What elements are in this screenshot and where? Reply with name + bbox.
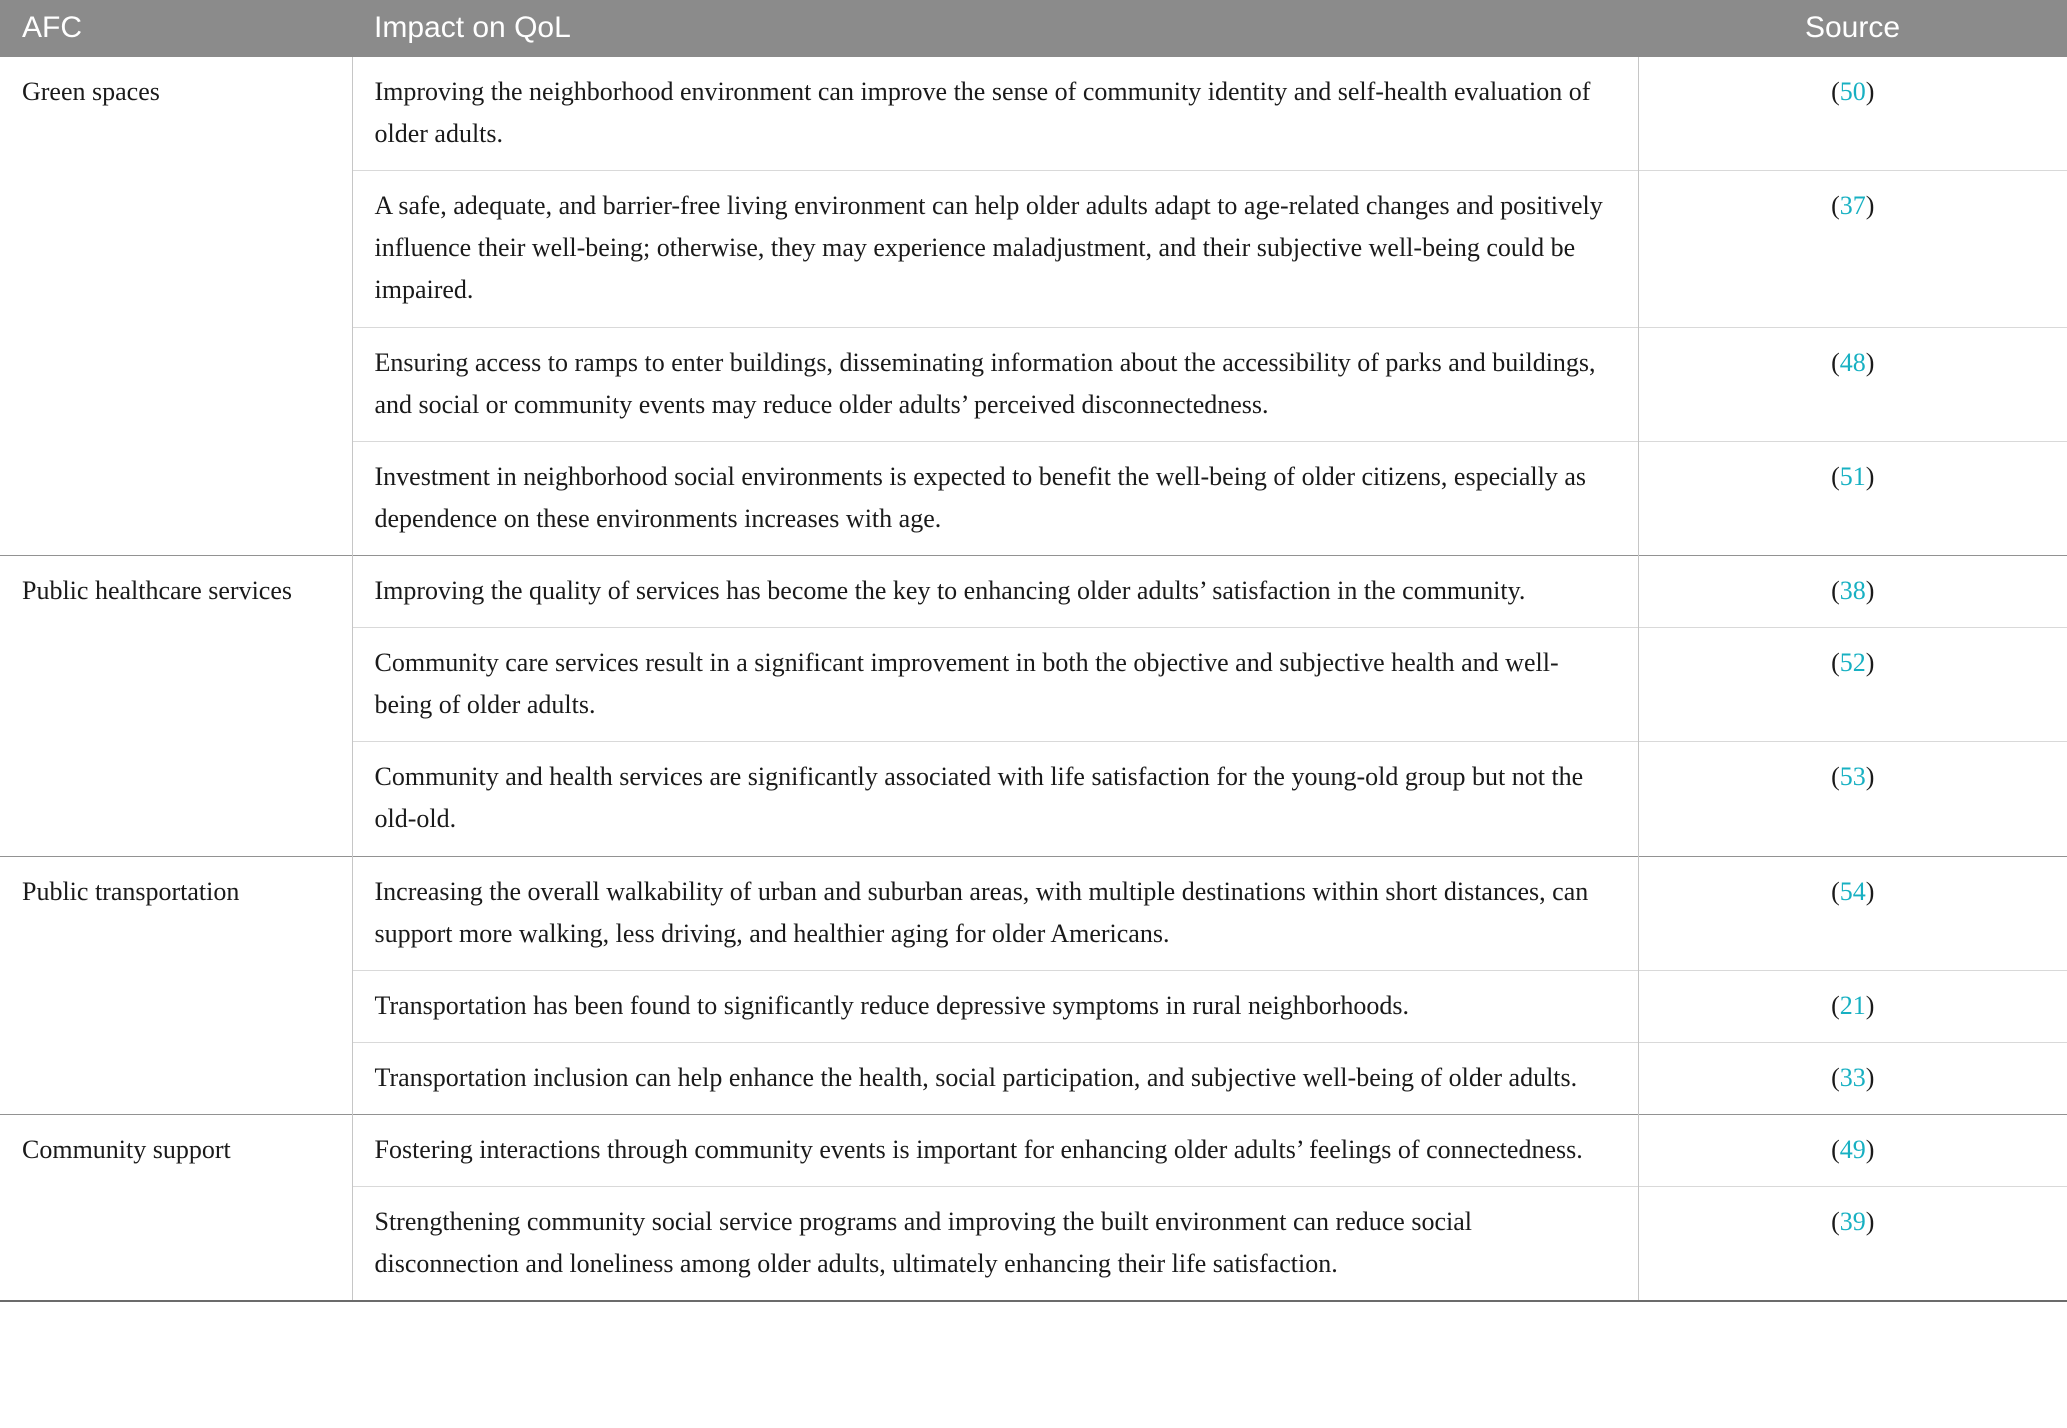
impact-cell: Ensuring access to ramps to enter buildings, disseminating information about the accessibility of parks and buildings, and social or community events may reduce older adults’ perceived disconnectedness. — [352, 327, 1638, 441]
source-cell — [1638, 57, 2067, 171]
impact-cell: Improving the neighborhood environment can improve the sense of community identity and self-health evaluation of older adults. — [352, 57, 1638, 171]
afc-cell: Green spaces — [0, 57, 352, 555]
citation-paren: ) — [1865, 575, 1875, 605]
source-cell — [1638, 171, 2067, 327]
citation-link[interactable]: 38 — [1839, 575, 1866, 605]
citation-paren: ( — [1831, 347, 1840, 377]
impact-cell: Investment in neighborhood social environments is expected to benefit the well-being of older citizens, especially as dependence on these environments increases with age. — [352, 441, 1638, 555]
source-cell — [1638, 856, 2067, 970]
citation-paren: ( — [1831, 762, 1840, 792]
impact-cell: Transportation inclusion can help enhance the health, social participation, and subjective well-being of older adults. — [352, 1042, 1638, 1114]
citation-paren: ) — [1865, 1062, 1875, 1092]
citation-link[interactable]: 37 — [1839, 191, 1866, 221]
impact-cell: Community and health services are significantly associated with life satisfaction for the young-old group but not the old-old. — [352, 742, 1638, 856]
afc-cell: Community support — [0, 1114, 352, 1301]
source-cell — [1638, 441, 2067, 555]
table-header — [0, 0, 2067, 57]
citation-paren: ) — [1865, 191, 1875, 221]
citation-link[interactable]: 21 — [1839, 990, 1866, 1020]
citation-paren: ( — [1831, 1134, 1840, 1164]
impact-cell: Improving the quality of services has become the key to enhancing older adults’ satisfaction in the community. — [352, 555, 1638, 627]
impact-cell: Fostering interactions through community events is important for enhancing older adults’ feelings of connectedness. — [352, 1114, 1638, 1186]
source-cell — [1638, 970, 2067, 1042]
citation-link[interactable]: 54 — [1839, 876, 1866, 906]
impact-cell: Transportation has been found to significantly reduce depressive symptoms in rural neighborhoods. — [352, 970, 1638, 1042]
header-row — [0, 0, 2067, 57]
table-row — [0, 57, 2067, 171]
citation-paren: ) — [1865, 876, 1875, 906]
source-cell — [1638, 1042, 2067, 1114]
source-cell — [1638, 1187, 2067, 1302]
citation-paren: ( — [1831, 876, 1840, 906]
citation-link[interactable]: 33 — [1839, 1062, 1866, 1092]
citation-paren: ( — [1831, 648, 1840, 678]
citation-paren: ( — [1831, 461, 1840, 491]
table-row — [0, 856, 2067, 970]
source-cell — [1638, 555, 2067, 627]
impact-cell: Community care services result in a significant improvement in both the objective and subjective health and well-being of older adults. — [352, 628, 1638, 742]
citation-paren: ) — [1865, 77, 1875, 106]
citation-paren: ( — [1831, 1207, 1840, 1237]
citation-paren: ) — [1865, 1134, 1875, 1164]
col-header-impact: Impact on QoL — [352, 0, 1638, 57]
citation-link[interactable]: 52 — [1839, 648, 1866, 678]
citation-paren: ( — [1831, 1062, 1840, 1092]
source-cell — [1638, 1114, 2067, 1186]
citation-paren: ) — [1865, 648, 1875, 678]
impact-cell: Increasing the overall walkability of urban and suburban areas, with multiple destinations within short distances, can support more walking, less driving, and healthier aging for older Americans. — [352, 856, 1638, 970]
citation-link[interactable]: 53 — [1839, 762, 1866, 792]
table-body — [0, 57, 2067, 1301]
source-cell — [1638, 742, 2067, 856]
col-header-afc: AFC — [0, 0, 352, 57]
citation-link[interactable]: 49 — [1839, 1134, 1866, 1164]
citation-paren: ( — [1831, 575, 1840, 605]
citation-paren: ( — [1831, 990, 1840, 1020]
citation-paren: ) — [1865, 990, 1875, 1020]
source-cell — [1638, 327, 2067, 441]
citation-link[interactable]: 51 — [1839, 461, 1866, 491]
citation-link[interactable]: 39 — [1839, 1207, 1866, 1237]
impact-cell: A safe, adequate, and barrier-free living environment can help older adults adapt to age-related changes and positively influence their well-being; otherwise, they may experience maladjustment, and their subjective well-being could be impaired. — [352, 171, 1638, 327]
citation-paren: ( — [1831, 77, 1840, 106]
citation-link[interactable]: 50 — [1839, 77, 1866, 106]
col-header-source: Source — [1638, 0, 2067, 57]
table-row — [0, 1114, 2067, 1186]
table-row — [0, 555, 2067, 627]
citation-paren: ( — [1831, 191, 1840, 221]
afc-cell: Public transportation — [0, 856, 352, 1114]
citation-link[interactable]: 48 — [1839, 347, 1866, 377]
source-cell — [1638, 628, 2067, 742]
citation-paren: ) — [1865, 762, 1875, 792]
impact-cell: Strengthening community social service programs and improving the built environment can reduce social disconnection and loneliness among older adults, ultimately enhancing their life satisfaction. — [352, 1187, 1638, 1302]
citation-paren: ) — [1865, 1207, 1875, 1237]
citation-paren: ) — [1865, 347, 1875, 377]
citation-paren: ) — [1865, 461, 1875, 491]
afc-cell: Public healthcare services — [0, 555, 352, 856]
